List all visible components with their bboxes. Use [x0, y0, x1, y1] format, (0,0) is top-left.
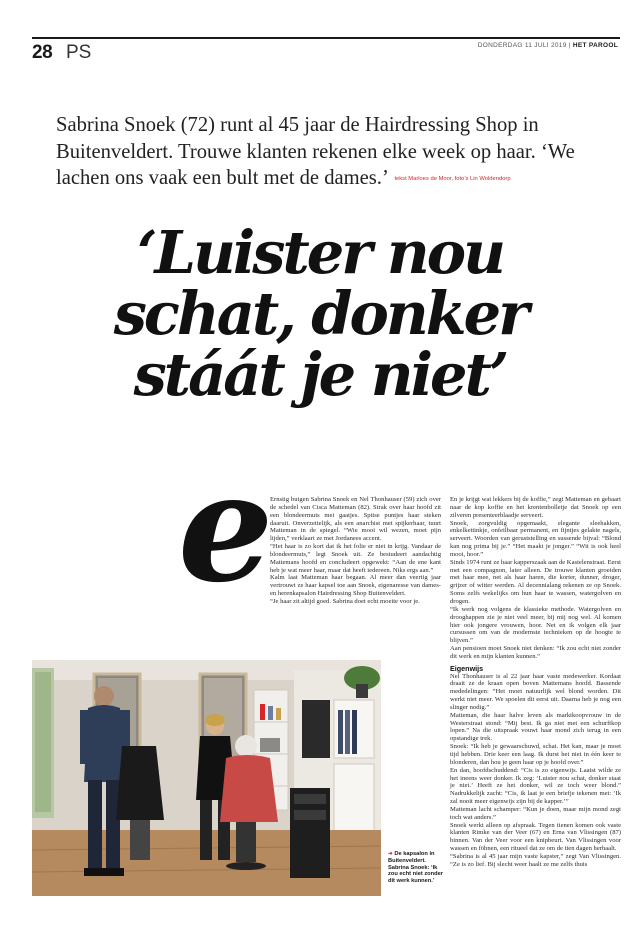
byline-credit: tekst Marloes de Moor, foto’s Lin Woldendorp — [394, 176, 511, 183]
page-number: 28 — [32, 42, 53, 63]
issue-date: DONDERDAG 11 JULI 2019 — [477, 42, 567, 49]
paragraph: “Ik werk nog volgens de klassieke methode. Watergolven en drooghappen zie je niet veel meer, bij mij nog wel. Al komen hier ook jongere vrouwen, hoor. Net en ik volgen elk jaar cursussen om van de modernste technieken op de hoogte te blijven.” — [450, 605, 621, 645]
paragraph: En dan, hoofdschuddend: “Cis is zo eigenwijs. Laatst wilde ze het ineens weer donker. Ik zeg: ‘Luister nou schat, donker staat je niet.’ Heeft ze het donker, wil ze toch weer blond.” Nadrukkelijk zacht: “Cis, ik laat je een briefje tekenen met: ‘Ik zal nooit meer eigenwijs zijn bij de kapper.’” — [450, 766, 621, 806]
paragraph: Kalm laat Matteman haar begaan. Al meer dan veertig jaar vertrouwt ze haar kapsel toe aan Snoek, eigenaresse van dames- en herenkapsalon Hairdressing Shop Buitenveldert. — [270, 574, 441, 598]
paragraph: Snoek, zorgvuldig opgemaakt, elegante sleehakken, enkelkettinkje, onfeilbaar permanent, en fijntjes gelakte nagels, serveert. Woorden van geruststelling en sussende bijval: “Blond kan nog prima bij je.” “Het maakt je jonger.” “Wit is ook heel mooi, hoor.” — [450, 519, 621, 558]
paragraph: Sinds 1974 runt ze haar kapperszaak aan de Kastelenstraat. Eerst met een compagnon, later alleen. De trouwe klanten groeiden met haar mee, net als haar haren, die korter, dunner, droger, grijzer of witter werden. Al decennialang rekenen ze op Snoek. Soms zelfs wekelijks om hun haar te wassen, watergolven en drogen. — [450, 558, 622, 605]
publication-name: HET PAROOL — [572, 42, 618, 49]
drop-cap: e — [178, 440, 270, 616]
top-rule — [32, 37, 620, 39]
salon-photo-illustration — [32, 660, 381, 896]
paragraph: “Je haar zit altijd goed. Sabrina doet echt moeite voor je. — [270, 597, 420, 605]
subheading: Eigenwijs — [450, 663, 484, 673]
paragraph: Matteman, die haar halve leven als marktkoopvrouw in de Westerstraat stond: “Mij best. Ik ga niet met een schurftkop lopen.” Na die uitspraak vouwt haar mond zich terug in een opstandige trek. — [450, 711, 621, 743]
headline-line-3: stáát je niet’ — [133, 340, 507, 409]
intro-lede — [56, 112, 596, 193]
paragraph: Snoek werkt alleen op afspraak. Tegen tienen komen ook vaste klanten Rimke van der Veer (67) en Erna van Vlissingen (87) binnen. Van der Veer voor een knipbeurt. Van Vlissingen voor wassen en föhnen, een ritueel dat ze om de tien dagen herhaalt. — [450, 821, 621, 853]
intro-text: Sabrina Snoek (72) runt al 45 jaar de Hairdressing Shop in Buitenveldert. Trouwe klanten rekenen elke week op haar. ‘We lachen ons vaak een bult met de dames.’ — [56, 114, 575, 189]
paragraph: “Het haar is zo kort dat ik het folie er niet in krijg. Vandaar de blondeermuts,” legt Snoek uit. Ze bestudeert aandachtig Mattemans hoofd en concludeert opgewekt: “Aan de ene kant heb je wat meer haar, maar dat heeft iedereen. Niks ergs aan.” — [270, 543, 441, 574]
body-column-1 — [270, 496, 441, 606]
paragraph: Aan pensioen moet Snoek niet denken: “Ik zou echt niet zonder dit werk en mijn klanten kunnen.” — [450, 645, 621, 660]
caption-text: De kapsalon in Buitenveldert. Sabrina Snoek: ‘Ik zou echt niet zonder dit werk kunnen.’ — [388, 851, 443, 885]
dateline — [478, 42, 618, 49]
headline-line-2: schat, donker — [113, 279, 527, 348]
salon-photo — [32, 660, 381, 896]
paragraph: Nel Thonhauser is al 22 jaar haar vaste medewerker. Kordaat draait ze de kraan open boven Mattemans hoofd. Bassende mededelingen: “Het moet natuurlijk wel blond worden. Dit werkt niet meer. We spoelen dit eerst uit. Daarna heb je nog een slinger nodig.” — [450, 672, 621, 711]
paragraph: Snoek: “Ik heb je gewaarschuwd, schat. Het kan, maar je moet tijd hebben. Drie keer een laag. Ik durst het niet in één keer te blonderen, dan hou je geen haar op je hoofd over.” — [450, 743, 621, 766]
photo-caption — [388, 851, 444, 885]
paragraph: Ernstig buigen Sabrina Snoek en Nel Thonhauser (59) zich over de schedel van Cisca Matteman (82). Strak over haar hoofd zit een blondeermuts met gaatjes. Spitse puntjes haar steken daaruit. Onverzettelijk, als een anarchist met spijkerhaar, tuurt Matteman in de spiegel. “Wie mooi wil wezen, moet pijn lijden,” verklaart ze met Jordanees accent. — [270, 496, 441, 543]
dateline-separator: | — [568, 42, 571, 49]
headline — [60, 218, 580, 409]
caption-arrow-icon: ➜ — [388, 851, 393, 857]
paragraph: Matteman lacht schamper: “Kun je doen, maar mijn mond zegt toch wat anders.” — [450, 805, 621, 821]
paragraph: En je krijgt wat lekkers bij de koffie,” zegt Matteman en gebaart naar de kop koffie en het krentenbolletje dat Snoek op een zilveren presenteerblaadje serveert. — [450, 496, 621, 519]
section-label: PS — [66, 42, 92, 63]
body-column-2 — [450, 496, 621, 869]
headline-line-1: ‘Luister nou — [136, 218, 504, 287]
paragraph: “Sabrina is al 45 jaar mijn vaste kapster,” zegt Van Vlissingen. “Ze is zo lief. Bij slecht weer haalt ze me zelfs thuis — [450, 852, 621, 868]
